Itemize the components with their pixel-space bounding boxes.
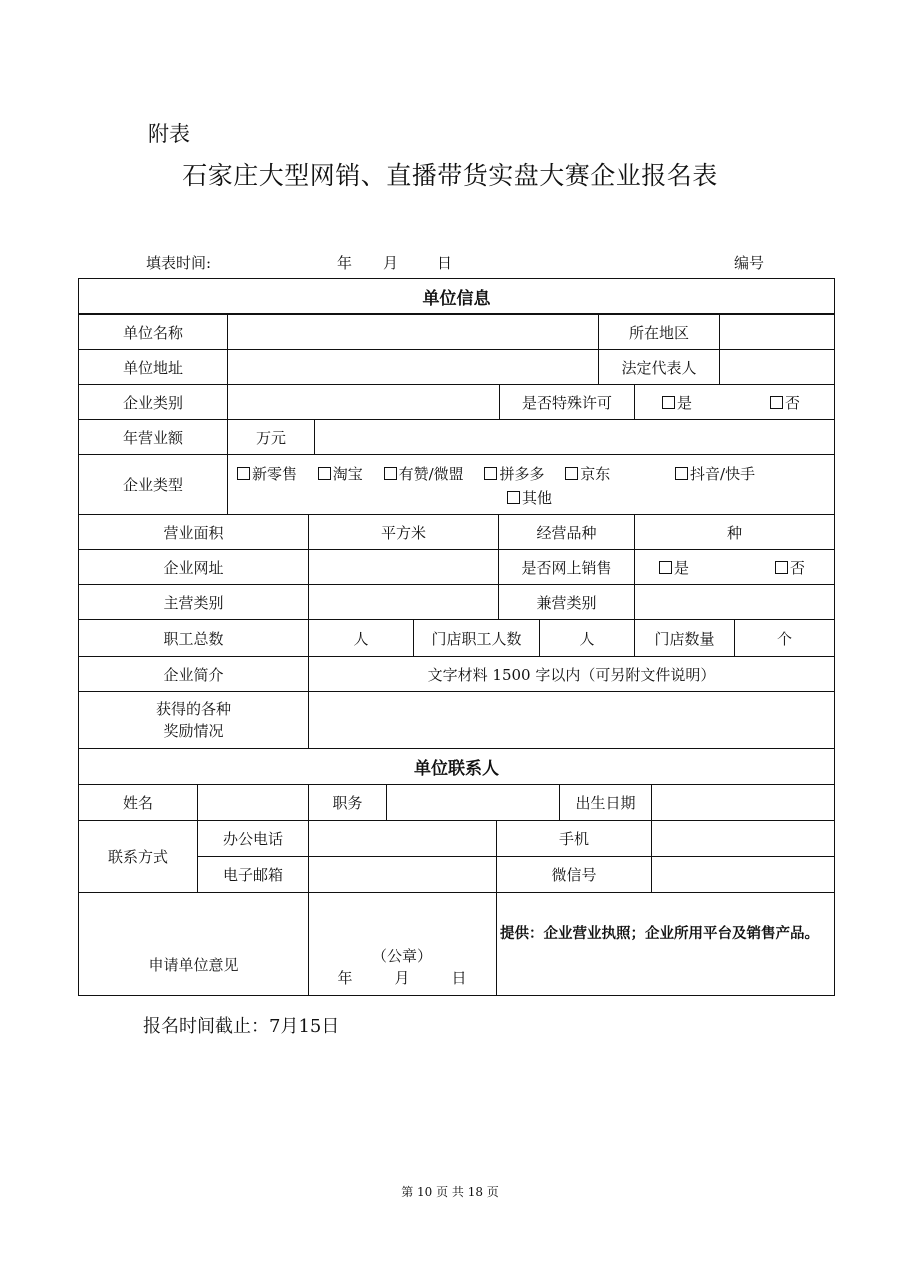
- wechat-field[interactable]: [651, 856, 835, 893]
- permit-no-option[interactable]: 否: [770, 392, 800, 413]
- checkbox-icon[interactable]: [384, 467, 397, 480]
- main-category-field[interactable]: [308, 584, 499, 620]
- type-option[interactable]: 抖音/快手: [675, 463, 755, 484]
- region-field[interactable]: [719, 314, 835, 350]
- online-no-option[interactable]: 否: [775, 557, 805, 578]
- type-option[interactable]: 淘宝: [318, 463, 363, 484]
- staff-unit: 人: [308, 619, 414, 657]
- intro-note: 文字材料 1500 字以内（可另附文件说明）: [308, 656, 835, 692]
- mobile-label: 手机: [496, 820, 652, 857]
- checkbox-icon[interactable]: [507, 491, 520, 504]
- serial-number-label: 编号: [734, 254, 765, 272]
- checkbox-icon[interactable]: [662, 396, 675, 409]
- legal-rep-field[interactable]: [719, 349, 835, 385]
- unit-address-label: 单位地址: [78, 349, 228, 385]
- position-field[interactable]: [386, 784, 560, 821]
- online-sales-label: 是否网上销售: [498, 549, 635, 585]
- office-phone-label: 办公电话: [197, 820, 309, 857]
- contact-name-field[interactable]: [197, 784, 309, 821]
- staff-label: 职工总数: [78, 619, 309, 657]
- checkbox-icon[interactable]: [565, 467, 578, 480]
- checkbox-icon[interactable]: [675, 467, 688, 480]
- category-label: 企业类别: [78, 384, 228, 420]
- checkbox-icon[interactable]: [484, 467, 497, 480]
- checkbox-icon[interactable]: [775, 561, 788, 574]
- side-category-label: 兼营类别: [498, 584, 635, 620]
- website-label: 企业网址: [78, 549, 309, 585]
- opinion-label: 申请单位意见: [78, 892, 309, 996]
- type-option[interactable]: 拼多多: [484, 463, 544, 484]
- online-yes-option[interactable]: 是: [659, 557, 689, 578]
- contact-header: 单位联系人: [78, 748, 835, 785]
- checkbox-icon[interactable]: [659, 561, 672, 574]
- variety-unit: 种: [634, 514, 835, 550]
- unit-name-field[interactable]: [227, 314, 599, 350]
- area-label: 营业面积: [78, 514, 309, 550]
- revenue-unit: 万元: [227, 419, 315, 455]
- revenue-field[interactable]: [314, 419, 835, 455]
- enterprise-type-options: [227, 454, 835, 515]
- store-staff-label: 门店职工人数: [413, 619, 540, 657]
- store-count-unit: 个: [734, 619, 835, 657]
- legal-rep-label: 法定代表人: [598, 349, 720, 385]
- online-sales-options: [634, 549, 835, 585]
- checkbox-icon[interactable]: [770, 396, 783, 409]
- revenue-label: 年营业额: [78, 419, 228, 455]
- awards-field[interactable]: [308, 691, 835, 749]
- email-label: 电子邮箱: [197, 856, 309, 893]
- email-field[interactable]: [308, 856, 497, 893]
- permit-yes-option[interactable]: 是: [662, 392, 692, 413]
- variety-label: 经营品种: [498, 514, 635, 550]
- wechat-label: 微信号: [496, 856, 652, 893]
- main-category-label: 主营类别: [78, 584, 309, 620]
- checkbox-icon[interactable]: [318, 467, 331, 480]
- office-phone-field[interactable]: [308, 820, 497, 857]
- special-permit-options: [634, 384, 835, 420]
- area-unit: 平方米: [308, 514, 499, 550]
- birth-date-field[interactable]: [651, 784, 835, 821]
- unit-info-header: 单位信息: [78, 278, 835, 314]
- mobile-field[interactable]: [651, 820, 835, 857]
- unit-name-label: 单位名称: [78, 314, 228, 350]
- store-staff-unit: 人: [539, 619, 635, 657]
- contact-method-label: 联系方式: [78, 820, 198, 893]
- region-label: 所在地区: [598, 314, 720, 350]
- special-permit-label: 是否特殊许可: [499, 384, 635, 420]
- attachment-label: 附表: [148, 122, 190, 146]
- form-title: 石家庄大型网销、直播带货实盘大赛企业报名表: [182, 161, 718, 190]
- checkbox-icon[interactable]: [237, 467, 250, 480]
- page-number: 第 10 页 共 18 页: [401, 1185, 499, 1199]
- fill-year: 年: [337, 254, 353, 272]
- deadline-text: 报名时间截止：7月15日: [143, 1016, 340, 1037]
- type-option[interactable]: 有赞/微盟: [384, 463, 464, 484]
- stamp-text: （公章） 年 月 日: [337, 947, 467, 987]
- type-option[interactable]: 其他: [507, 487, 552, 508]
- enterprise-type-label: 企业类型: [78, 454, 228, 515]
- contact-name-label: 姓名: [78, 784, 198, 821]
- side-category-field[interactable]: [634, 584, 835, 620]
- unit-address-field[interactable]: [227, 349, 599, 385]
- type-option[interactable]: 新零售: [237, 463, 297, 484]
- type-option[interactable]: 京东: [565, 463, 610, 484]
- provide-note: 提供：企业营业执照；企业所用平台及销售产品。: [500, 925, 819, 942]
- position-label: 职务: [308, 784, 387, 821]
- birth-date-label: 出生日期: [559, 784, 652, 821]
- intro-label: 企业简介: [78, 656, 309, 692]
- website-field[interactable]: [308, 549, 499, 585]
- awards-label: 获得的各种奖励情况: [78, 691, 309, 749]
- fill-time-label: 填表时间:: [146, 254, 212, 272]
- fill-month: 月: [383, 254, 399, 272]
- fill-day: 日: [437, 254, 453, 272]
- store-count-label: 门店数量: [634, 619, 735, 657]
- category-field[interactable]: [227, 384, 500, 420]
